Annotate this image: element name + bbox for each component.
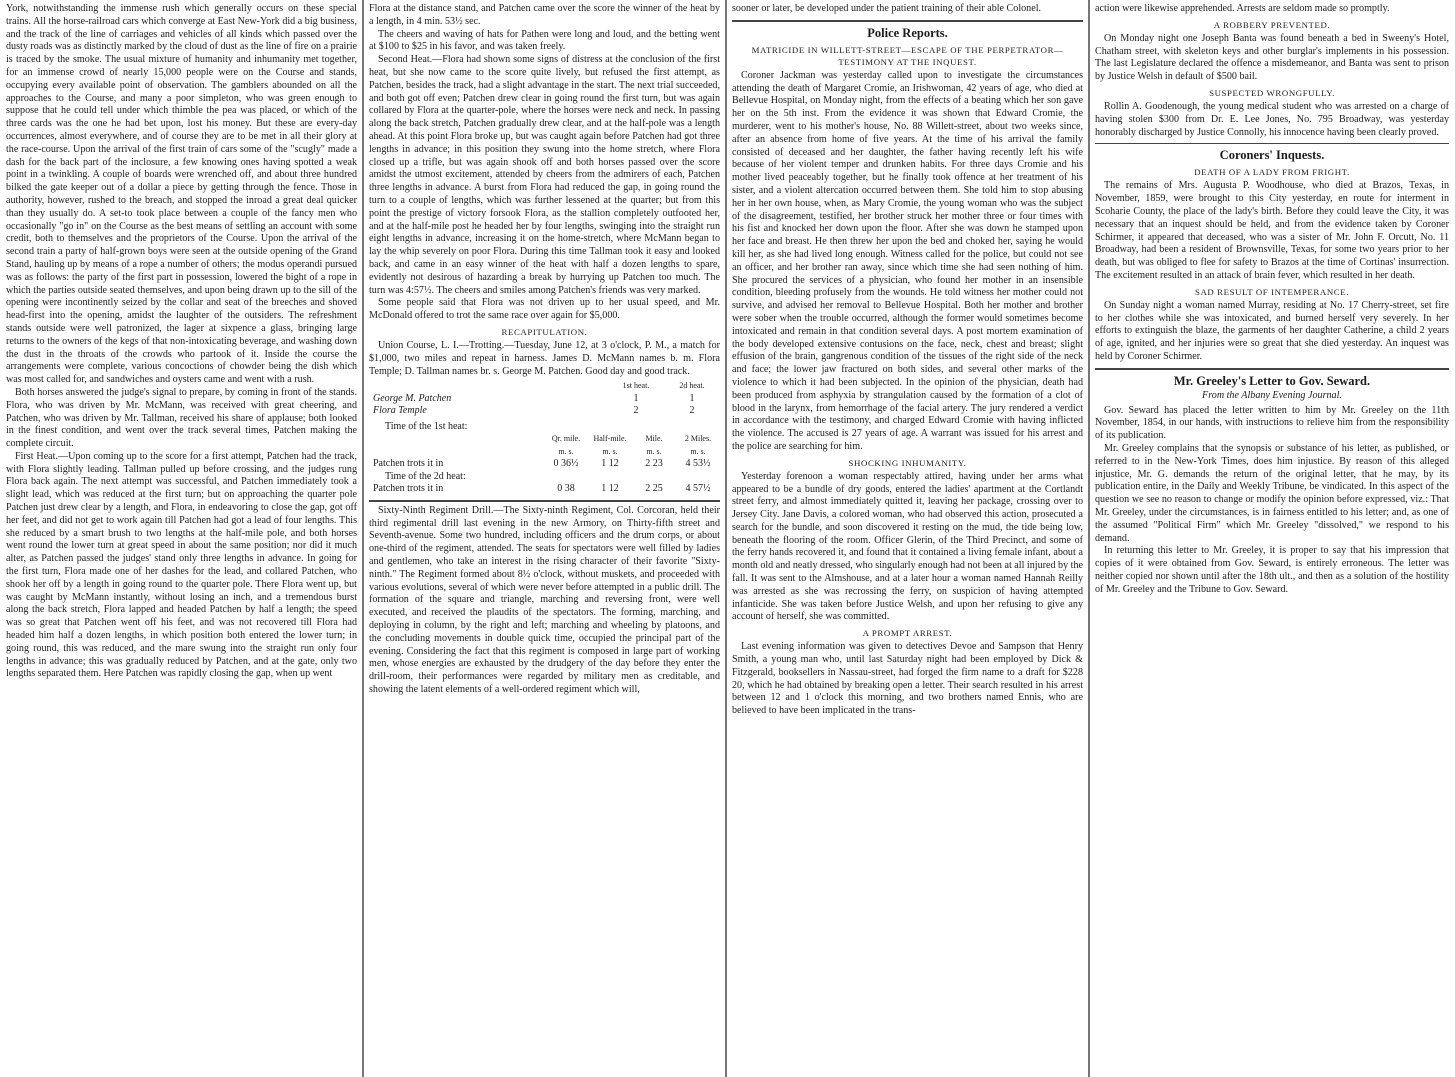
heat-result: 1 <box>633 392 639 404</box>
paragraph: Gov. Seward has placed the letter written to him by Mr. Greeley on the 11th November, 1854, in our hands, with instructions to relieve him from the responsibility of its publication. <box>1095 404 1449 442</box>
heat-result: 1 <box>689 392 695 404</box>
time-value: 1 12 <box>601 458 619 470</box>
times-subheader <box>369 446 720 459</box>
article-subheading: SHOCKING INHUMANITY. <box>848 457 967 468</box>
time-value: 0 36½ <box>553 458 579 470</box>
article-subheading: A ROBBERY PREVENTED. <box>1213 19 1331 30</box>
paragraph: Both horses answered the judge's signal to prepare, by coming in front of the stands. Flora, who was driven by Mr. McMann, was received with great cheering, and Patchen, who was driven by Mr. Tallman, received his share of applause; both looked in the finest condition, and went over the track several times, Patchen making the complete circuit. <box>6 386 357 450</box>
time-subheader: m. s. <box>602 446 618 456</box>
section-heading: Police Reports. <box>867 25 948 40</box>
drill-article: Sixty-Ninth Regiment Drill.—The Sixty-ninth Regiment, Col. Corcoran, held their third regimental drill last evening in the new Armory, on Thirty-fifth street and Seventh-avenue. Some two hundred, including officers and the drum corps, or about one-third of the regiment, attended. The seats for spectators were well filled by ladies and gentlemen, who take an interest in the rising character of their favorite "Sixty-ninth." The Regiment formed about 8½ o'clock, without muskets, and proceeded with various evolutions, several of which were never before attempted in a public drill. The formation of the square and triangle, marching and reversing front, were well executed, and received the plaudits of the spectators. The forming, marching, and deploying in column, by the right and left; marching and wheeling by platoons, and the concluding movements in double quick time, occupied the principal part of the evening. Considering the fact that this regiment is composed in large part of working men, whose energies are exhausted by the drudgery of the day before they enter the drill-room, their performances were regarded by military men as creditable, and showing the latent elements of a well-ordered regiment which will, <box>369 504 720 695</box>
paragraph: Some people said that Flora was not driven up to her usual speed, and Mr. McDonald offered to trot the same race over again for $5,000. <box>369 297 720 322</box>
paragraph: Mr. Greeley complains that the synopsis or substance of his letter, as published, or referred to in the New-York Times, does him injustice. By reason of this alleged injustice, Mr. G. demands the return of the original letter, that he may, by its publication entire, in the Daily and Weekly Tribune, be vindicated. In this aspect of the question we see no reason to change or modify the opinion before expressed, viz.: That Mr. Greeley, under the circumstances, is in fairness entitled to his letter; and, as one of the assumed "Political Firm" which Mr. Greeley "dissolved," we respond to his demand. <box>1095 442 1449 544</box>
column-2 <box>363 0 726 1077</box>
article-subheading: SUSPECTED WRONGFULLY. <box>1209 87 1335 98</box>
article-subheading: DEATH OF A LADY FROM FRIGHT. <box>1194 167 1350 178</box>
time-value: 4 53½ <box>685 458 711 470</box>
time-header: 2 Miles. <box>684 434 712 444</box>
section-heading: Mr. Greeley's Letter to Gov. Seward. <box>1173 373 1371 388</box>
recap-text: Union Course, L. I.—Trotting.—Tuesday, June 12, at 3 o'clock, P. M., a match for $1,000, two miles and repeat in harness. James D. McMann names b. m. Flora Temple; D. Tallman names br. s. George M. Patchen. Good day and good track. <box>369 339 720 377</box>
entries-header <box>369 380 720 393</box>
paragraph: The remains of Mrs. Augusta P. Woodhouse, who died at Brazos, Texas, in November, 1859, were brought to this City yesterday, en route for interment in Scoharie County, the place of the lady's birth. Before they could leave the City, it was necessary that an inquest should be held, and from the evidence taken by Coroner Schirmer, it appeared that deceased, who was a sister of Mr. John F. Orcutt, No. 11 Broadway, had been a resident of Brownsville, Texas, for some two years prior to her death, but was obliged to flee for safety to Brazos at the time of Cortinas' insurrection. The excitement resulted in an attack of brain fever, which resulted in her death. <box>1095 180 1449 281</box>
heat-result: 2 <box>689 405 695 417</box>
paragraph: sooner or later, be developed under the patient training of their able Colonel. <box>732 3 1042 14</box>
time-header: Qr. mile. <box>551 434 581 444</box>
time-header: Mile. <box>645 434 663 444</box>
paragraph: On Monday night one Joseph Banta was found beneath a bed in Sweeny's Hotel, Chatham street, with skeleton keys and other burglar's implements in his possession. The last Legislature declared the offence a misdemeanor, and Banta was sent to prison by Justice Welsh in default of $500 bail. <box>1095 32 1449 83</box>
paragraph: On Sunday night a woman named Murray, residing at No. 17 Cherry-street, set fire to her clothes while she was intoxicated, and burned herself very severely. In her efforts to extinguish the blaze, the garments of her daughter Catherine, a child 2 years of age, ignited, and her injuries were so great that she died yesterday. An inquest was held by Coroner Schirmer. <box>1095 299 1449 362</box>
article-subheading: SAD RESULT OF INTEMPERANCE. <box>1194 286 1350 297</box>
article-subheading: MATRICIDE IN WILLETT-STREET—ESCAPE OF THE PERPETRATOR—TESTIMONY AT THE INQUEST. <box>751 44 1064 67</box>
time-label: Time of the 2d heat: <box>385 470 466 482</box>
time-header: Half-mile. <box>593 434 627 444</box>
paragraph: Coroner Jackman was yesterday called upon to investigate the circumstances attending the death of Margaret Cromie, an Irishwoman, 42 years of age, who died at Bellevue Hospital, on Monday night, from the effects of a beating which her son gave her on the 5th inst. From the evidence it was shown that Edward Cromie, the murderer, went to his mother's house, No. 88 Willett-street, about two weeks since, after an absence from home of five years. At the time of his arrival the family consisted of deceased and her daughter, the father having recently left his wife because of her violent temper and drunken habits. For three days Cromie and his mother lived peaceably together, but he finally took offence at her treatment of his sister, and a violent altercation occurred between them. She told him to stop abusing her in her own house, when, as Mary Cromie, the young woman who was the subject of the disagreement, testified, her brother struck her mother three or four times with his fist and knocked her down upon the floor. After she was down he stamped upon her face and breast. He then threw her upon the bed and choked her, saying he would kill her, as she had lived long enough. Witness called for the police, but could not see an officer, and her brother ran away, since which time she had seen nothing of him. She procured the services of a physician, who found her mother in an insensible condition, bleeding profusely from the wounds. He told witness her mother could not survive, and advised her removal to Bellevue Hospital. Both her mother and brother were sober when the trouble occurred, although the former would sometimes become intoxicated and remain in that condition several days. A post mortem examination of the body developed extensive contusions on the face, neck, chest and breast; slight effusion of the brain, gangrenous condition of the tissues of the right side of the neck and face; the lower jaw fractured on both sides, and several other marks of the violence to which it had been subjected. In the opinion of the physician, death had been produced from asphyxia by strangulation caused by the formation of a clot of blood in the larynx, from hemorrhage of the facial artery. The jury rendered a verdict in accordance with the testimony, and charged Edward Cromie with having inflicted the violence. The accused is 27 years of age. A warrant was issued for his arrest and the police are searching for him. <box>732 69 1083 452</box>
time-subheader: m. s. <box>690 446 706 456</box>
times-row <box>369 483 720 496</box>
paragraph: The cheers and waving of hats for Pathen were long and loud, and the betting went at $100 to $25 in his favor, and was taken freely. <box>369 28 720 53</box>
paragraph: First Heat.—Upon coming up to the score for a first attempt, Patchen had the track, with Flora slightly leading. Tallman pulled up before crossing, and the judges rung Flora back again. The next attempt was successful, and Patchen immediately took a slight lead, which was reduced at the first turn; but on approaching the quarter pole Patchen just drew clear by a length, and Flora, in endeavoring to close the gap, got off her feet, and did not get to work again till Patchen had got a lead of four lengths. This she reduced by a smart brush to two lengths at the half-mile pole, and both horses went round the lower turn at great speed in about the same position; nor did it much alter, as Patchen passed the judges' stand only three lengths in advance. In going for the first turn, Flora made one of her dashes for the lead, and collared Patchen, who shook her off by a length in going round to the quarter pole. There Flora went up, but was caught by McMann instantly, without losing an inch, and a tremendous burst along the back stretch, Flora lapped and headed Patchen by half a length; the speed was so great that Patchen went off his feet, and was not recovered till Flora had headed him half a dozen lengths, in which position both entered the lower turn; in going round, this was reduced, and the mare swung into the straight run only four lengths in advance; this was gradually reduced by Patchen, and at the gate, only two lengths separated them. Here Patchen was rapidly closing the gap, when up went <box>6 450 357 680</box>
times-row-label: Patchen trots it in <box>373 483 444 495</box>
time-subheader: m. s. <box>646 446 662 456</box>
section-divider <box>1095 368 1449 370</box>
paragraph: Second Heat.—Flora had shown some signs of distress at the conclusion of the first heat, but she now came to the score quite lively, but refused the first attempt, as Patchen, besides the track, had a slight advantage in the start. The next trial succeeded, and both got off even; Patchen drew clear in going round the first turn, but was again collared by Flora at the quarter-pole, where the horses were neck and neck. In passing along the back stretch, Patchen gradually drew clear, and at the half-pole was a length ahead. At this point Flora broke up, but was caught again before Patchen had got three lengths in advance; in this position they swung into the home stretch, where Flora closed up a trifle, but was again shook off and both horses passed over the score amidst the utmost excitement, attended by cheers from the admirers of each, Patchen three lengths in advance. A burst from Flora had reduced the gap, in going round the turn to a couple of lengths, which was further lessened at the quarter; but from this point the prestige of victory forsook Flora, as the stallion completely outfooted her, and at the half-mile post he headed her by four lengths, swinging into the straight run eight lengths in advance, increasing it on the home-stretch, where McMann began to lay the whip severely on poor Flora. During this time Tallman took it easy and looked back, and came in an easy winner of the heat with half a dozen lengths to spare, evidently not desirous of hazarding a break by hurrying up Patchen too much. The turn was 4:57½. The cheers and smiles among Patchen's friends was very marked. <box>369 54 720 296</box>
time-subheader: m. s. <box>558 446 574 456</box>
time-value: 4 57½ <box>685 483 711 495</box>
section-divider <box>732 20 1083 22</box>
entry-row <box>369 405 720 418</box>
times-row <box>369 458 720 471</box>
paragraph: Flora at the distance stand, and Patchen came over the score the winner of the heat by a length, in 4 min. 53½ sec. <box>369 3 720 27</box>
section-divider <box>369 500 720 502</box>
paragraph: action were likewise apprehended. Arrests are seldom made so promptly. <box>1095 3 1390 14</box>
section-divider <box>1095 143 1449 144</box>
time-value: 2 25 <box>645 483 663 495</box>
time-value: 0 38 <box>557 483 575 495</box>
times-row-label: Patchen trots it in <box>373 458 444 470</box>
paragraph: York, notwithstanding the immense rush which generally occurs on these special trains. All the horse-railroad cars which converge at East New-York did a big business, and the track of the line of carriages and vehicles of all kinds which passed over the dusty roads was as distinctly marked by the cloud of dust as the line of fire on a prairie is traced by the smoke. The usual mixture of humanity and inhumanity met together, for an immense crowd of nearly 15,000 people were on the Course and stands, occupying every available point of observation. The gamblers abounded on all the approaches to the Course, and many a poor simpleton, who was green enough to suppose that he could tell under which thimble the pea was placed, or which of the three cards was the one he had bet upon, lost his money. But these are every-day occurrences, almost everywhere, and of course they are to be met in all their glory at the race-course. Upon the arrival of the first train of cars some of the "scugly" made a dash for the back part of the inclosure, a few knowing ones having spotted a weak point in a twinkling. A couple of boards were wrenched off, and about three hundred bilked the gate keeper out of a dollar a piece by getting through the fence. Those in authority, however, rushed to the breach, and stopped the inroad a great deal quicker than they usually do. A set-to took place between a couple of the fancy men who occasionally "go in" on the Course as the best means of settling an account with some credit, both to themselves and the proprietors of the Course. Upon the arrival of the second train a party of half-grown boys were seen at the outside opening of the Grand Stand, hauling up by means of a rope a number of others; the modus operandi pursued was as follows: the party of the first part in possession, lowered the bight of a rope in which the parties outside seated themselves, and upon being drawn up to the sill of the opening were incontinently seized by the collar and seat of the breeches and shoved head-first into the opening, amidst the laughter of the outsiders. The refreshment stands outside were well patronized, the lager at sixpence a glass, bringing large returns to the owners of the kegs of that non-intoxicating beverage, and washing down the dust in the throats of the crowds who partook of it. Inside the course the arrangements were complete, various concoctions of chowder being the dish which was most called for, and sandwiches and oysters came and went with a rush. <box>6 3 357 386</box>
entry-row <box>369 393 720 406</box>
heat-header: 2d heat. <box>679 381 705 391</box>
heat-times <box>369 421 720 496</box>
time-value: 2 23 <box>645 458 663 470</box>
column-1 <box>0 0 363 1077</box>
time-value: 1 12 <box>601 483 619 495</box>
horse-name: Flora Temple <box>373 405 427 417</box>
horse-name: George M. Patchen <box>373 392 452 404</box>
source-attribution: From the Albany Evening Journal. <box>1202 389 1342 401</box>
paragraph: Last evening information was given to detectives Devoe and Sampson that Henry Smith, a young man who, until last Saturday night had been employed by Dick & Fitzgerald, booksellers in Nassau-street, had forged the firm name to a draft for $228 20, which he had obtained by breaking open a letter. Their search resulted in his arrest between 12 and 1 o'clock this morning, and two brothers named Ennis, who are believed to have been implicated in the trans- <box>732 641 1083 717</box>
section-heading: Coroners' Inquests. <box>1219 148 1325 163</box>
times-header <box>369 433 720 446</box>
column-4 <box>1089 0 1455 1077</box>
time-label: Time of the 1st heat: <box>385 420 468 432</box>
paragraph: Yesterday forenoon a woman respectably attired, having under her arms what appeared to be a bundle of dry goods, entered the ladies' apartment at the Cortlandt street ferry, and almost immediately quitted it, leaving her package, crossing over to Jersey City. Jane Davis, a colored woman, who had observed this action, prosecuted a search for the bundle, and soon discovered it resting on the mud, the tide being low, beneath the flooring of the room. Officer Glerin, of the Third Precinct, and some of the ferry hands recovered it, and found that it contained a living female infant, about a month old and neatly dressed, who singularly enough had not been at all injured by the fall. It was sent to the Almshouse, and at a later hour a woman named Hannah Reilly was arrested as she was recrossing the ferry, on suspicion of having attempted infanticide. She was taken before Justice Welsh, and upon her refusing to give any account of herself, she was committed. <box>732 470 1083 623</box>
heat-result: 2 <box>633 405 639 417</box>
recap-heading: RECAPITULATION. <box>501 326 588 337</box>
column-3 <box>726 0 1089 1077</box>
paragraph: In returning this letter to Mr. Greeley, it is proper to say that his impression that copies of it were obtained from Gov. Seward, is entirely erroneous. The letter was neither copied nor shown until after the 18th ult., and then as a solution of the hostility of Mr. Greeley and the Tribune to Gov. Seward. <box>1095 545 1449 595</box>
race-entries <box>369 380 720 418</box>
paragraph: Rollin A. Goodenough, the young medical student who was arrested on a charge of having stolen $300 from Dr. E. Lee Jones, No. 795 Broadway, was yesterday honorably discharged by Justice Connolly, his innocence having been clearly proved. <box>1095 100 1449 138</box>
heat-header: 1st heat. <box>622 381 650 391</box>
article-subheading: A PROMPT ARREST. <box>862 628 953 639</box>
